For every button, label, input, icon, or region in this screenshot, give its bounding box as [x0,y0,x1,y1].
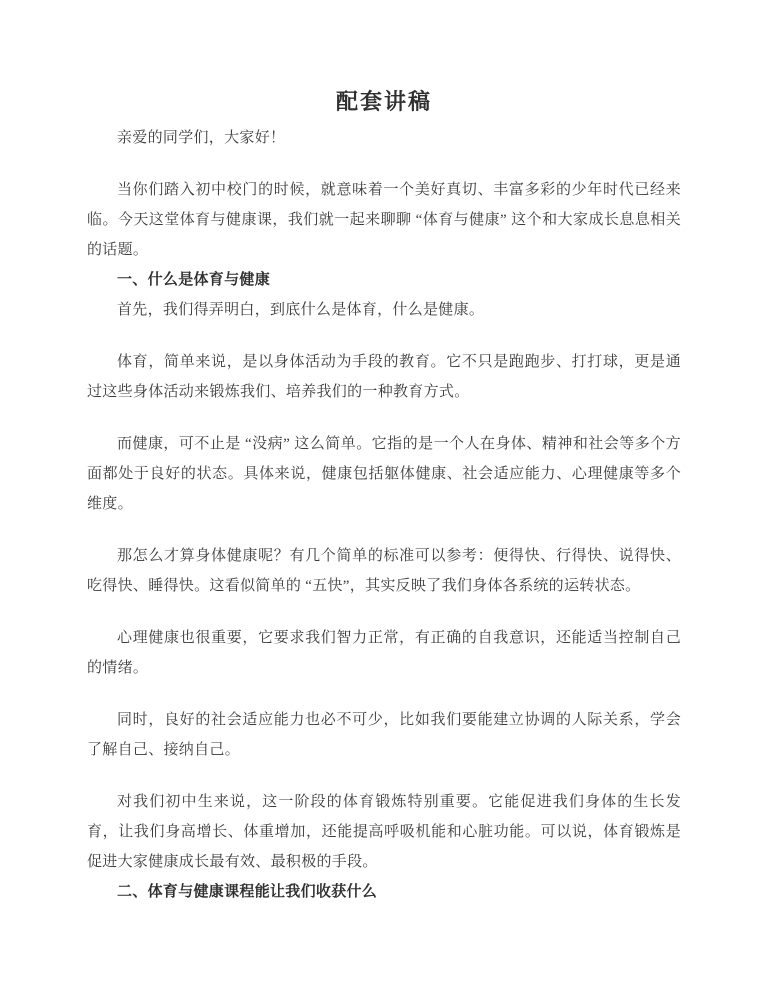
paragraph-sports-definition: 体育，简单来说，是以身体活动为手段的教育。它不只是跑跑步、打打球，更是通过这些身体活动来锻炼我们、培养我们的一种教育方式。 [87,354,681,400]
paragraph-intro: 当你们踏入初中校门的时候，就意味着一个美好真切、丰富多彩的少年时代已经来临。今天这堂体育与健康课，我们就一起来聊聊 “体育与健康” 这个和大家成长息息相关的话题。 [87,182,681,258]
paragraph-social-adaptation: 同时，良好的社会适应能力也必不可少，比如我们要能建立协调的人际关系，学会了解自己、接纳自己。 [87,712,681,758]
paragraph-physical-health-standards: 那怎么才算身体健康呢？有几个简单的标准可以参考：便得快、行得快、说得快、吃得快、睡得快。这看似简单的 “五快”，其实反映了我们身体各系统的运转状态。 [87,548,681,594]
paragraph-first-question: 首先，我们得弄明白，到底什么是体育，什么是健康。 [117,302,485,318]
paragraph-mental-health: 心理健康也很重要，它要求我们智力正常，有正确的自我意识，还能适当控制自己的情绪。 [87,630,681,676]
paragraph-greeting: 亲爱的同学们，大家好！ [117,130,286,146]
paragraph-health-definition: 而健康，可不止是 “没病” 这么简单。它指的是一个人在身体、精神和社会等多个方面都处于良好的状态。具体来说，健康包括躯体健康、社会适应能力、心理健康等多个维度。 [87,436,681,512]
paragraph-exercise-importance: 对我们初中生来说，这一阶段的体育锻炼特别重要。它能促进我们身体的生长发育，让我们身高增长、体重增加，还能提高呼吸机能和心脏功能。可以说，体育锻炼是促进大家健康成长最有效、最积极的手段。 [87,794,681,870]
document-title: 配套讲稿 [335,89,432,114]
section-heading-1: 一、什么是体育与健康 [117,272,271,288]
section-heading-2: 二、体育与健康课程能让我们收获什么 [117,884,378,900]
